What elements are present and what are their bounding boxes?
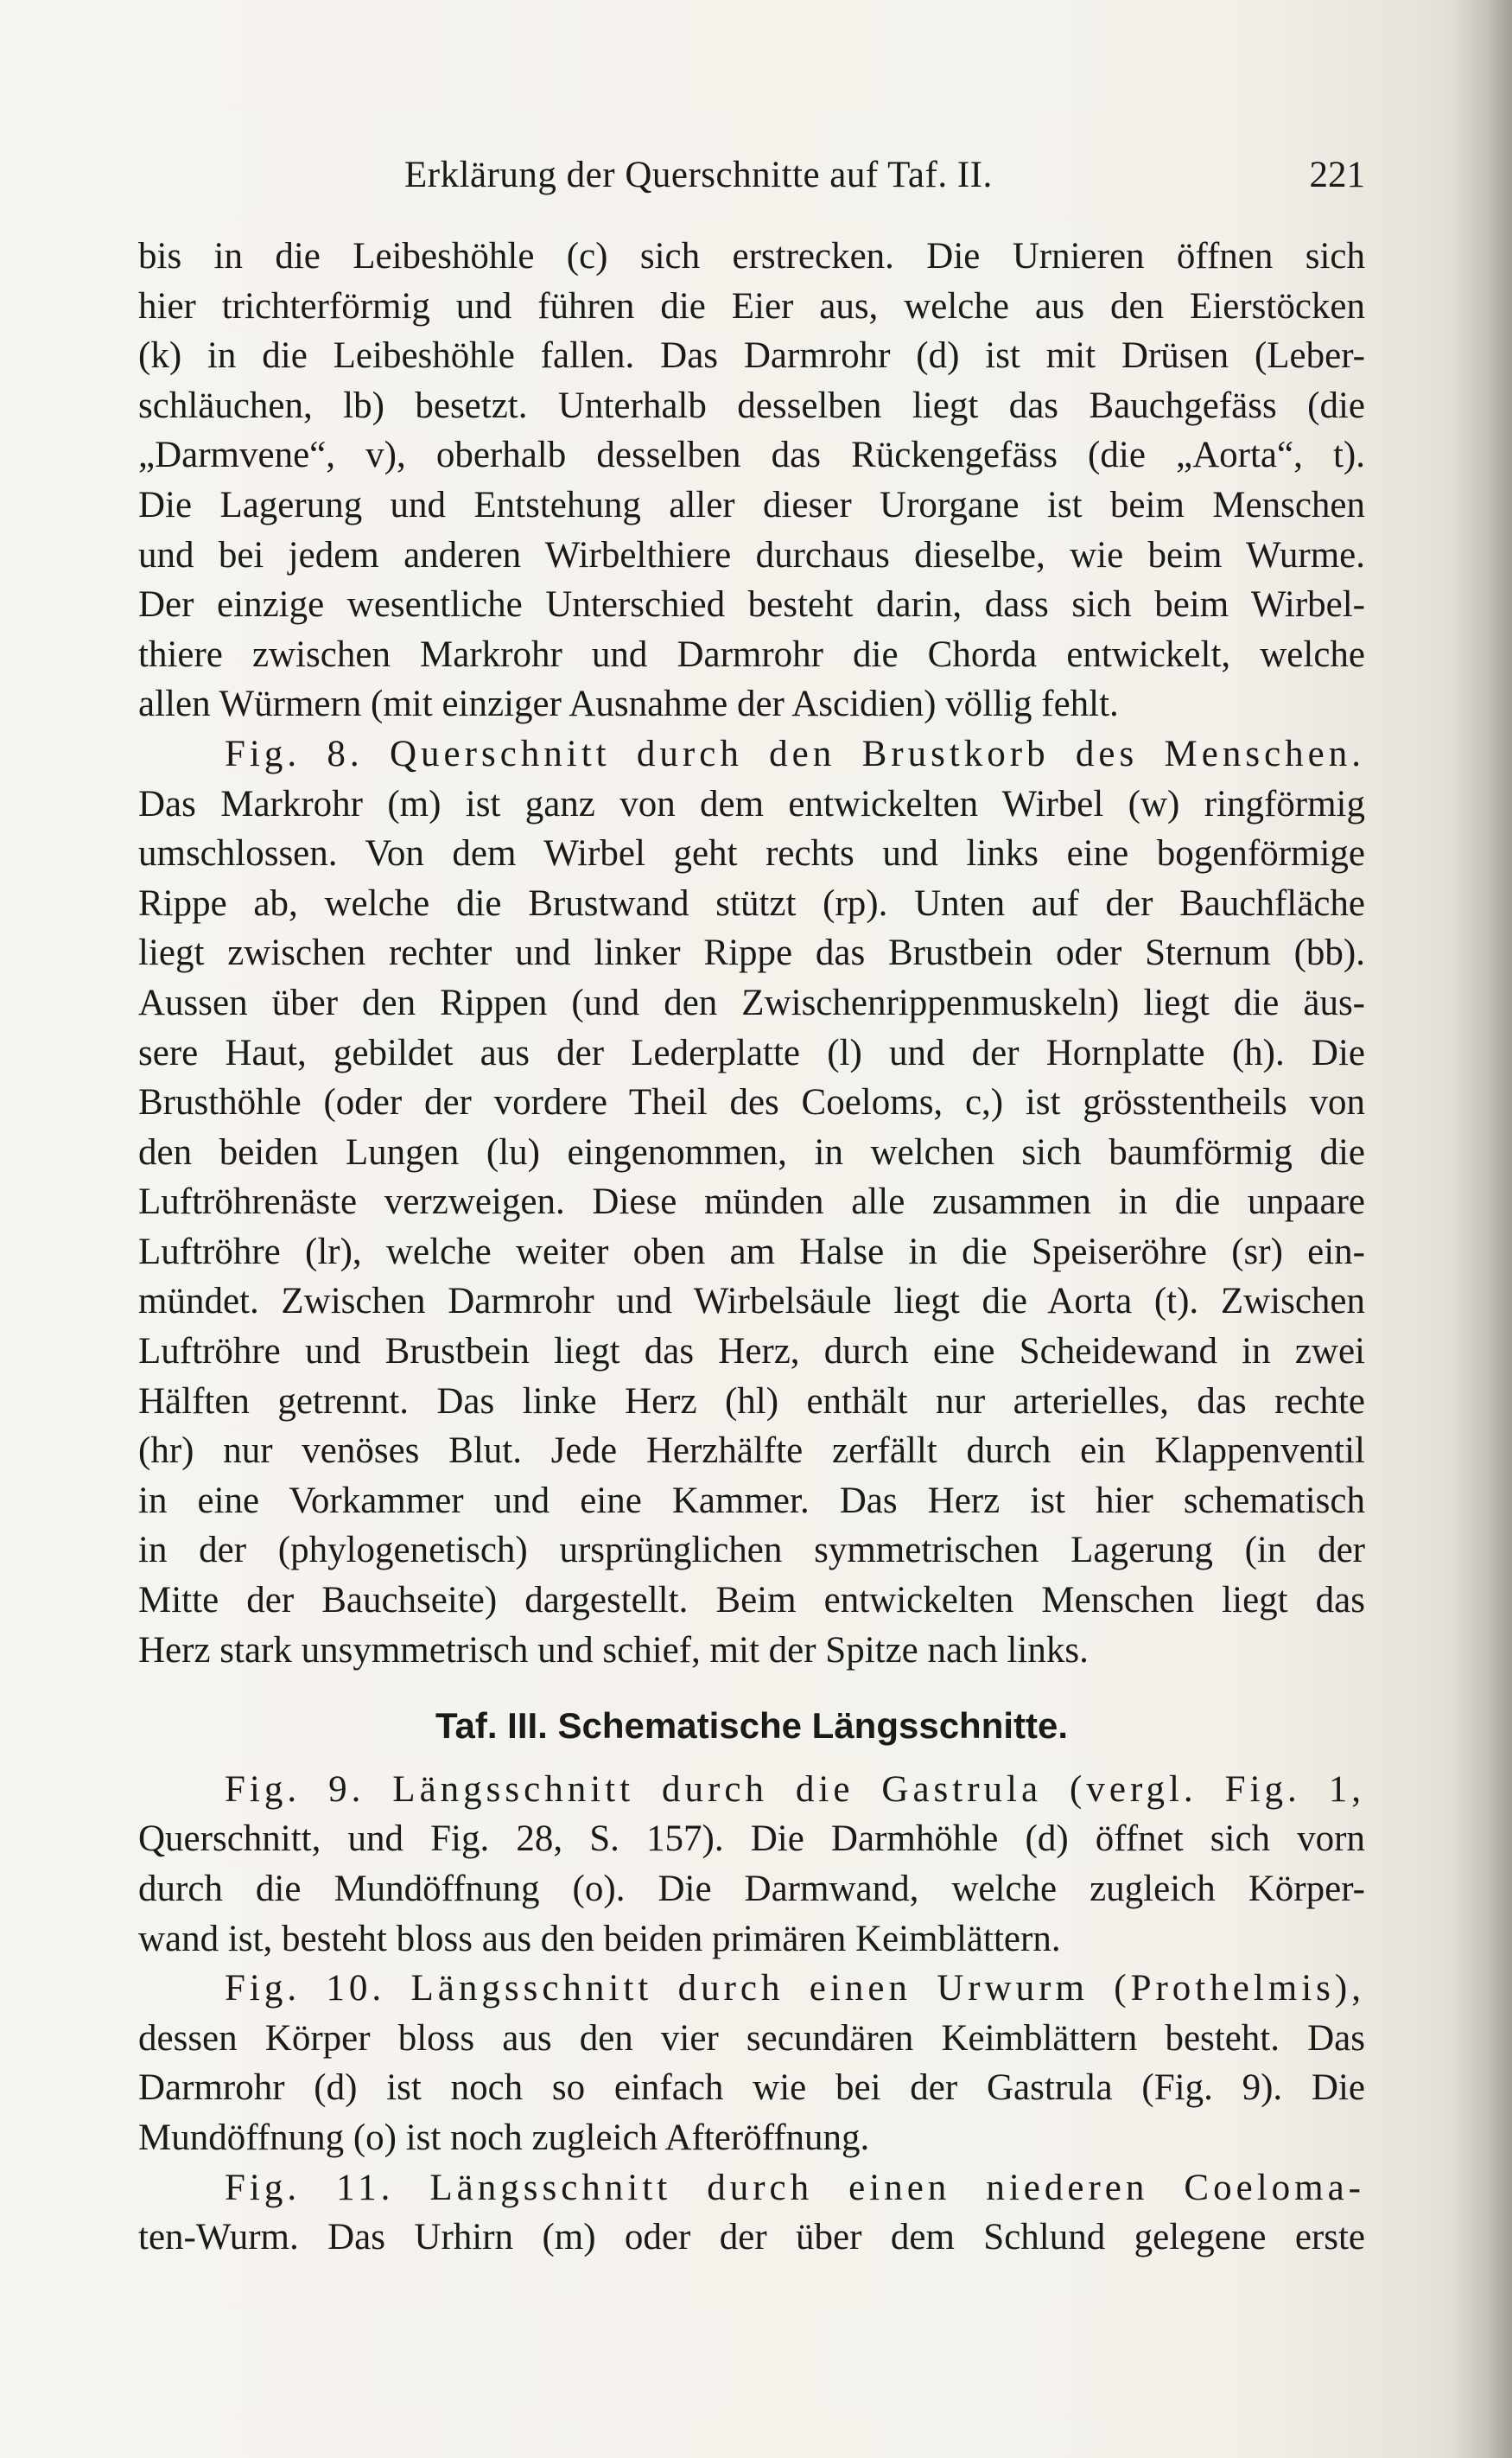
text-line: Das Markrohr (m) ist ganz von dem entwickelten Wirbel (w) ringförmig [138,783,1365,825]
text-line: in eine Vorkammer und eine Kammer. Das Herz ist hier schematisch [138,1480,1365,1521]
text-line: schläuchen, lb) besetzt. Unterhalb desselben liegt das Bauchgefäss (die [138,385,1365,426]
text-line: mündet. Zwischen Darmrohr und Wirbelsäule liegt die Aorta (t). Zwischen [138,1281,1365,1322]
text-line: Der einzige wesentliche Unterschied besteht darin, dass sich beim Wirbel- [138,584,1365,626]
text-line: hier trichterförmig und führen die Eier aus, welche aus den Eierstöcken [138,285,1365,327]
text-line: „Darmvene“, v), oberhalb desselben das Rückengefäss (die „Aorta“, t). [138,435,1365,476]
page-header [138,154,1365,206]
paragraph-fig-11 [138,2163,1365,2263]
page-number: 221 [1309,155,1365,195]
text-line: (hr) nur venöses Blut. Jede Herzhälfte zerfällt durch ein Klappenventil [138,1430,1365,1472]
text-line: Hälften getrennt. Das linke Herz (hl) enthält nur arterielles, das rechte [138,1380,1365,1422]
text-line: Rippe ab, welche die Brustwand stützt (rp). Unten auf der Bauchfläche [138,882,1365,924]
text-line: Luftröhre (lr), welche weiter oben am Halse in die Speiseröhre (sr) ein- [138,1231,1365,1272]
text-line: dessen Körper bloss aus den vier secundären Keimblättern besteht. Das [138,2017,1365,2059]
text-line: Mundöffnung (o) ist noch zugleich Afteröffnung. [138,2117,870,2158]
text-line: durch die Mundöffnung (o). Die Darmwand, welche zugleich Körper- [138,1869,1365,1909]
text-line: Aussen über den Rippen (und den Zwischenrippenmuskeln) liegt die äus- [138,982,1365,1023]
text-line: Querschnitt, und Fig. 28, S. 157). Die Darmhöhle (d) öffnet sich vorn [138,1818,1365,1860]
paragraph-fig-9 [138,1765,1365,1964]
paragraph-fig-10 [138,1964,1365,2162]
section-heading: Taf. III. Schematische Längsschnitte. [435,1705,1069,1747]
text-line: in der (phylogenetisch) ursprünglichen symmetrischen Lagerung (in der [138,1530,1365,1571]
text-line: ten-Wurm. Das Urhirn (m) oder der über dem Schlund gelegene erste [138,2217,1365,2258]
figure-caption-line: Fig. 11. Längsschnitt durch einen niederen Coeloma- [225,2167,1365,2208]
text-line: Herz stark unsymmetrisch und schief, mit der Spitze nach links. [138,1629,1089,1671]
text-line: umschlossen. Von dem Wirbel geht rechts und links eine bogenförmige [138,833,1365,875]
text-line: Luftröhrenäste verzweigen. Diese münden alle zusammen in die unpaare [138,1181,1365,1223]
text-line: Mitte der Bauchseite) dargestellt. Beim entwickelten Menschen liegt das [138,1580,1365,1621]
figure-caption-line: Fig. 9. Längsschnitt durch die Gastrula (vergl. Fig. 1, [225,1768,1365,1810]
text-line: allen Würmern (mit einziger Ausnahme der Ascidien) völlig fehlt. [138,684,1119,725]
figure-caption-line: Fig. 10. Längsschnitt durch einen Urwurm (Prothelmis), [225,1968,1365,2009]
body-text [138,232,1365,2263]
text-line: wand ist, besteht bloss aus den beiden primären Keimblättern. [138,1918,1061,1959]
text-line: den beiden Lungen (lu) eingenommen, in welchen sich baumförmig die [138,1131,1365,1173]
text-line: liegt zwischen rechter und linker Rippe das Brustbein oder Sternum (bb). [138,933,1365,974]
page-edge-shadow [1452,0,1512,2458]
paragraph-fig-8 [138,729,1365,1675]
text-line: sere Haut, gebildet aus der Lederplatte (l) und der Hornplatte (h). Die [138,1032,1365,1073]
text-line: Brusthöhle (oder der vordere Theil des Coeloms, c,) ist grösstentheils von [138,1082,1365,1124]
running-head: Erklärung der Querschnitte auf Taf. II. [404,155,993,195]
text-line: und bei jedem anderen Wirbelthiere durchaus dieselbe, wie beim Wurme. [138,534,1365,576]
text-line: Die Lagerung und Entstehung aller dieser Urorgane ist beim Menschen [138,484,1365,525]
text-line: thiere zwischen Markrohr und Darmrohr die Chorda entwickelt, welche [138,634,1365,675]
text-line: Darmrohr (d) ist noch so einfach wie bei der Gastrula (Fig. 9). Die [138,2067,1365,2109]
text-line: Luftröhre und Brustbein liegt das Herz, durch eine Scheidewand in zwei [138,1331,1365,1372]
text-line: (k) in die Leibeshöhle fallen. Das Darmrohr (d) ist mit Drüsen (Leber- [138,335,1365,377]
paragraph-continuation [138,232,1365,729]
text-line: bis in die Leibeshöhle (c) sich erstrecken. Die Urnieren öffnen sich [138,236,1365,277]
figure-caption-line: Fig. 8. Querschnitt durch den Brustkorb des Menschen. [225,733,1365,774]
